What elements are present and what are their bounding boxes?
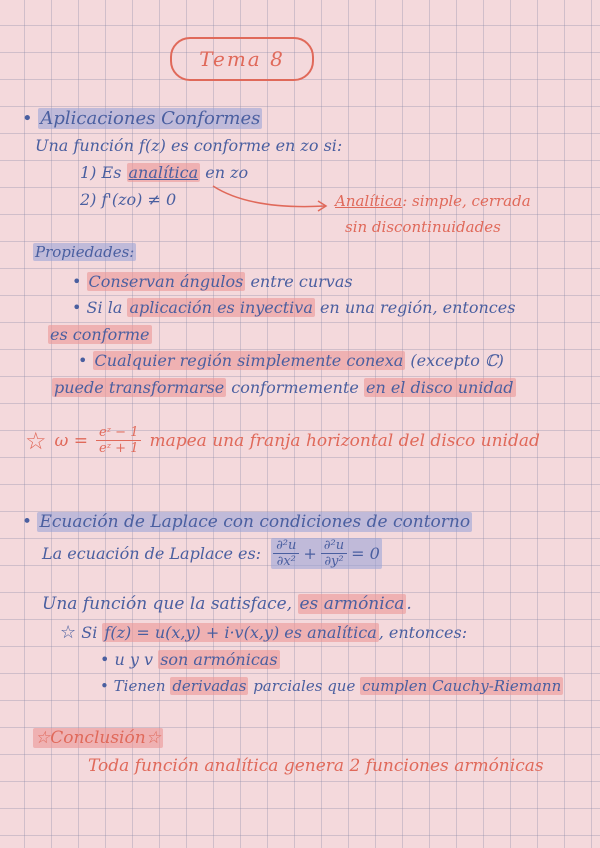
section-heading-laplace [22,512,472,532]
property-3 [78,351,504,370]
cond1-highlight: analítica [128,163,199,182]
properties-heading-text: Propiedades: [35,243,135,261]
consequence-2-pre: Tienen [113,677,166,695]
property-3-line2-mid: conformemente [231,378,359,397]
conclusion-heading-text: ☆Conclusión☆ [35,728,161,748]
eq-rhs: = 0 [351,544,380,563]
property-1-highlight: Conservan ángulos [88,272,244,291]
consequence-2-hl1: derivadas [172,677,247,695]
consequence-2-hl2: cumplen Cauchy-Riemann [362,677,562,695]
bullet-dot: • [100,650,110,669]
condition-2: 2) f'(zo) ≠ 0 [80,190,177,209]
if-rest: , entonces: [378,623,468,642]
harmonic-end: . [406,594,412,614]
formula-rest: mapea una franja horizontal del disco unidad [149,430,540,451]
section-heading-conformal [22,108,262,129]
laplace-equation [42,538,382,569]
cond1-suffix: en zo [205,163,249,182]
consequence-1-pre: u y v [114,650,154,669]
formula-lhs: ω = [54,430,89,451]
if-highlight: f(z) = u(x,y) + i·v(x,y) es analítica [104,623,377,642]
harmonic-sentence [42,594,412,614]
property-2-line2-highlight: es conforme [50,325,150,344]
fraction-y [321,538,347,569]
fraction-x-den: ∂x² [276,554,296,569]
section1-intro: Una función f(z) es conforme en zo si: [35,136,343,155]
cond1-prefix: 1) Es [80,163,122,182]
formula-denominator: eᶻ + 1 [99,441,139,456]
property-2 [72,298,515,317]
bullet-dot: • [72,298,82,317]
harmonic-highlight: es armónica [299,594,405,614]
property-2-highlight: aplicación es inyectiva [129,298,313,317]
analytic-note-line2: sin discontinuidades [345,218,501,236]
title-text: Tema 8 [199,47,285,71]
bullet-dot: • [78,351,88,370]
fraction-y-den: ∂y² [324,554,344,569]
consequence-2 [100,677,563,695]
conclusion-heading [33,728,163,748]
conclusion-text: Toda función analítica genera 2 funciones armónicas [88,756,544,776]
consequence-2-mid: parciales que [253,677,356,695]
star-icon: ☆ [25,426,47,455]
formula-numerator: eᶻ − 1 [96,425,141,441]
bullet-dot: • [100,677,109,695]
plus-sign: + [303,544,317,563]
formula-fraction [96,425,141,456]
star-icon: ☆ [60,622,77,643]
bullet-dot: • [72,272,82,291]
laplace-formula [271,538,382,569]
property-3-highlight: Cualquier región simplemente conexa [94,351,404,370]
properties-heading [33,243,136,261]
property-3-line2-hl1: puede transformarse [54,378,225,397]
if-pre: Si [81,623,98,642]
property-2-line2 [48,325,152,344]
property-1 [72,272,353,291]
condition-1 [80,163,248,182]
property-3-line2-hl2: en el disco unidad [365,378,514,397]
section2-heading-text: Ecuación de Laplace con condiciones de contorno [39,512,471,532]
page-title [170,37,314,81]
property-2-pre: Si la [86,298,123,317]
property-2-rest: en una región, entonces [319,298,516,317]
bullet-dot: • [22,108,33,129]
property-3-rest: (excepto ℂ) [410,351,504,370]
fraction-x-num: ∂²u [273,538,299,554]
note-highlight: Analítica [335,192,403,210]
harmonic-pre: Una función que la satisface, [42,594,293,614]
section1-heading-text: Aplicaciones Conformes [40,108,261,129]
mobius-formula [25,425,540,456]
bullet-dot: • [22,512,33,532]
analytic-note [335,192,531,210]
note-line1: : simple, cerrada [402,192,531,210]
consequence-1 [100,650,280,669]
property-3-line2 [52,378,516,397]
fraction-y-num: ∂²u [321,538,347,554]
fraction-x [273,538,299,569]
if-analytic-line [60,622,467,643]
property-1-rest: entre curvas [250,272,353,291]
eq-label: La ecuación de Laplace es: [42,544,262,563]
consequence-1-highlight: son armónicas [160,650,278,669]
